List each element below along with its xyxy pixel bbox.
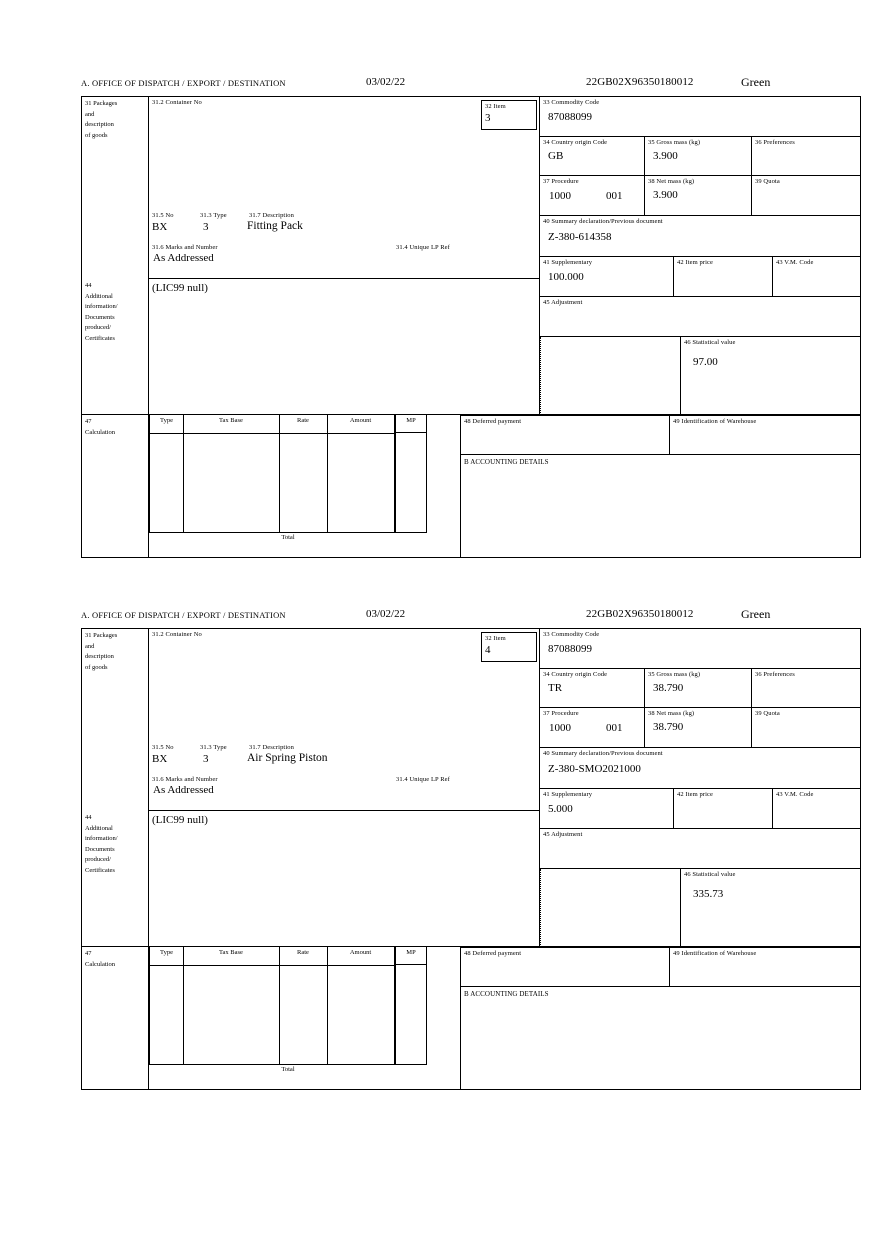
box-b-value-2 (461, 999, 860, 1000)
box-47-body-rate (279, 431, 328, 532)
box-49-value (670, 426, 860, 428)
box-31-2-container-label-2: 31.2 Container No (152, 631, 202, 638)
box-41-value: 100.000 (548, 271, 584, 283)
box-44-value-cell-2 (149, 811, 540, 947)
box-48-label-2: 48 Deferred payment (464, 950, 522, 957)
box-47-calculation-table-2 (149, 947, 395, 1065)
box-47-label: 47 Calculation (85, 418, 115, 436)
box-48-deferred-payment (460, 415, 670, 455)
box-b-label: B ACCOUNTING DETAILS (464, 458, 549, 466)
box-37-procedure (540, 176, 645, 216)
box-44-value-cell (149, 279, 540, 415)
box-40-label: 40 Summary declaration/Previous document (543, 218, 663, 225)
box-36-value (752, 147, 860, 150)
box-31-5-no-value-2: BX (152, 753, 168, 765)
box-31-3-type-label-2: 31.3 Type (200, 744, 227, 751)
box-46-statistical-value-2 (680, 869, 860, 947)
box-38-value-2: 38.790 (653, 721, 684, 733)
header-date-2: 03/02/22 (366, 608, 406, 620)
box-34-country-origin-code (540, 137, 645, 176)
box-31-5-no-value: BX (152, 221, 168, 233)
box-b-accounting-details (460, 455, 860, 557)
header-lane: Green (741, 75, 771, 89)
header-mrn-2: 22GB02X96350180012 (586, 608, 694, 620)
box-40-summary-declaration (540, 216, 860, 257)
box-31-4-unique-lp-label-2: 31.4 Unique LP Ref (396, 776, 450, 783)
form-header-2 (81, 607, 861, 628)
box-43-vm-code (773, 257, 860, 297)
box-44-label-cell-2 (82, 811, 149, 947)
box-43-value (773, 267, 860, 271)
box-38-net-mass (645, 176, 752, 216)
box-39-label: 39 Quota (755, 178, 780, 185)
box-31-2-container-label: 31.2 Container No (152, 99, 202, 106)
box-46-left-blank-2 (540, 869, 680, 947)
box-47-total-row-2 (149, 1065, 427, 1081)
box-48-value (461, 426, 669, 428)
box-b-value (461, 467, 860, 468)
box-45-adjustment-2 (540, 829, 860, 869)
box-32-label-2: 32 Item (485, 635, 506, 642)
box-31-5-no-label: 31.5 No (152, 212, 174, 219)
header-date: 03/02/22 (366, 76, 406, 88)
box-47-col-amount: Amount (327, 415, 395, 434)
box-47-col-mp-header-2: MP (396, 947, 426, 965)
box-37-value-1: 1000 (549, 190, 571, 202)
box-33-label: 33 Commodity Code (543, 99, 600, 106)
box-35-value-2: 38.790 (653, 682, 684, 694)
box-35-label: 35 Gross mass (kg) (648, 139, 701, 146)
box-45-value (540, 307, 860, 311)
box-37-label-2: 37 Procedure (543, 710, 579, 717)
box-42-label-2: 42 Item price (677, 791, 713, 798)
box-47-col-mp (395, 415, 427, 533)
box-44-label-cell (82, 279, 149, 415)
box-42-value (674, 267, 772, 271)
office-of-dispatch-label-2: A. OFFICE OF DISPATCH / EXPORT / DESTINATION (81, 610, 286, 620)
box-47-label-cell-2 (82, 947, 149, 1089)
box-31-label-2: 31 Packages and description of goods (85, 632, 118, 671)
box-41-supplementary-2 (540, 789, 674, 829)
form-header-1 (81, 75, 861, 96)
box-47-col-tax-base: Tax Base (183, 415, 280, 434)
box-38-net-mass-2 (645, 708, 752, 748)
box-41-label-2: 41 Supplementary (543, 791, 593, 798)
box-43-vm-code-2 (773, 789, 860, 829)
box-41-label: 41 Supplementary (543, 259, 593, 266)
box-43-label: 43 V.M. Code (776, 259, 814, 266)
box-47-label-2: 47 Calculation (85, 950, 115, 968)
box-47-body-type (150, 431, 184, 532)
box-33-commodity-code-2 (540, 629, 860, 669)
box-47-col-type-2: Type (150, 947, 184, 966)
box-35-gross-mass (645, 137, 752, 176)
box-36-preferences-2 (752, 669, 860, 708)
box-47-body-type-2 (150, 963, 184, 1064)
box-40-value: Z-380-614358 (548, 231, 612, 243)
box-41-value-2: 5.000 (548, 803, 573, 815)
box-49-value-2 (670, 958, 860, 960)
box-44-label-2: 44 Additional information/ Documents produced/ Certificates (85, 814, 118, 874)
box-31-3-type-label: 31.3 Type (200, 212, 227, 219)
box-49-label: 49 Identification of Warehouse (673, 418, 757, 425)
box-31-4-unique-lp-value (393, 251, 401, 252)
box-47-col-amount-2: Amount (327, 947, 395, 966)
box-31-2-container-value (149, 109, 157, 110)
box-47-col-tax-base-2: Tax Base (183, 947, 280, 966)
customs-declaration-form-2 (81, 607, 861, 1090)
box-31-6-marks-label: 31.6 Marks and Number (152, 244, 218, 251)
box-33-label-2: 33 Commodity Code (543, 631, 600, 638)
box-32-label: 32 Item (485, 103, 506, 110)
box-45-label: 45 Adjustment (543, 299, 583, 306)
box-39-value-2 (752, 718, 860, 721)
box-46-left-blank (540, 337, 680, 415)
box-31-7-description-value-2: Air Spring Piston (247, 752, 328, 764)
box-39-label-2: 39 Quota (755, 710, 780, 717)
box-36-preferences (752, 137, 860, 176)
box-49-identification-of-warehouse (670, 415, 860, 455)
box-47-body-amount (327, 431, 395, 532)
box-47-total-label-2: Total (281, 1066, 295, 1073)
customs-declaration-form-1 (81, 75, 861, 558)
box-35-label-2: 35 Gross mass (kg) (648, 671, 701, 678)
box-34-value: GB (548, 150, 564, 162)
form-grid-1 (81, 96, 861, 558)
box-34-value-2: TR (548, 682, 563, 694)
box-47-body-rate-2 (279, 963, 328, 1064)
box-47-col-type: Type (150, 415, 184, 434)
box-32-value: 3 (485, 112, 491, 124)
box-36-label: 36 Preferences (755, 139, 795, 146)
form-grid-2 (81, 628, 861, 1090)
box-47-col-mp-2 (395, 947, 427, 1065)
box-36-value-2 (752, 679, 860, 682)
box-43-value-2 (773, 799, 860, 803)
box-37-procedure-2 (540, 708, 645, 748)
box-31-2-container-value-2 (149, 641, 157, 642)
box-42-item-price (674, 257, 773, 297)
box-47-label-cell (82, 415, 149, 557)
box-33-commodity-code (540, 97, 860, 137)
box-31-7-description-label: 31.7 Description (249, 212, 294, 219)
box-33-value-2: 87088099 (548, 643, 592, 655)
box-32-item-2 (481, 632, 537, 662)
box-37-value-2-2: 001 (606, 722, 623, 734)
box-49-label-2: 49 Identification of Warehouse (673, 950, 757, 957)
box-31-label-cell-2 (82, 629, 149, 811)
box-46-statistical-value (680, 337, 860, 415)
header-mrn: 22GB02X96350180012 (586, 76, 694, 88)
box-42-item-price-2 (674, 789, 773, 829)
box-39-value (752, 186, 860, 189)
box-31-3-type-value: 3 (203, 221, 209, 233)
header-lane-2: Green (741, 607, 771, 621)
box-38-label-2: 38 Net mass (kg) (648, 710, 695, 717)
box-31-6-marks-label-2: 31.6 Marks and Number (152, 776, 218, 783)
box-36-label-2: 36 Preferences (755, 671, 795, 678)
box-47-body-tax-base-2 (183, 963, 280, 1064)
box-47-body-tax-base (183, 431, 280, 532)
box-b-label-2: B ACCOUNTING DETAILS (464, 990, 549, 998)
box-45-value-2 (540, 839, 860, 843)
box-39-quota-2 (752, 708, 860, 748)
box-48-deferred-payment-2 (460, 947, 670, 987)
box-40-value-2: Z-380-SMO2021000 (548, 763, 641, 775)
box-49-identification-of-warehouse-2 (670, 947, 860, 987)
box-46-label-2: 46 Statistical value (684, 871, 736, 878)
box-45-adjustment (540, 297, 860, 337)
box-43-label-2: 43 V.M. Code (776, 791, 814, 798)
box-44-value-2: (LIC99 null) (152, 814, 208, 826)
box-47-col-rate-2: Rate (279, 947, 328, 966)
box-31-label-cell (82, 97, 149, 279)
box-37-value-2: 001 (606, 190, 623, 202)
box-40-summary-declaration-2 (540, 748, 860, 789)
box-42-value-2 (674, 799, 772, 803)
box-47-total-label: Total (281, 534, 295, 541)
box-39-quota (752, 176, 860, 216)
box-35-value: 3.900 (653, 150, 678, 162)
box-37-label: 37 Procedure (543, 178, 579, 185)
box-37-value-1-2: 1000 (549, 722, 571, 734)
box-31-6-marks-value-2: As Addressed (153, 784, 214, 796)
office-of-dispatch-label: A. OFFICE OF DISPATCH / EXPORT / DESTINATION (81, 78, 286, 88)
box-31-6-marks-value: As Addressed (153, 252, 214, 264)
box-44-value: (LIC99 null) (152, 282, 208, 294)
box-33-value: 87088099 (548, 111, 592, 123)
box-47-calculation-table (149, 415, 395, 533)
box-31-label: 31 Packages and description of goods (85, 100, 118, 139)
box-31-7-description-value: Fitting Pack (247, 220, 303, 232)
box-41-supplementary (540, 257, 674, 297)
box-34-country-origin-code-2 (540, 669, 645, 708)
box-32-value-2: 4 (485, 644, 491, 656)
box-34-label-2: 34 Country origin Code (543, 671, 608, 678)
box-32-item (481, 100, 537, 130)
box-38-label: 38 Net mass (kg) (648, 178, 695, 185)
box-47-col-rate: Rate (279, 415, 328, 434)
box-48-value-2 (461, 958, 669, 960)
box-45-label-2: 45 Adjustment (543, 831, 583, 838)
box-38-value: 3.900 (653, 189, 678, 201)
box-31-4-unique-lp-label: 31.4 Unique LP Ref (396, 244, 450, 251)
box-44-label: 44 Additional information/ Documents produced/ Certificates (85, 282, 118, 342)
box-48-label: 48 Deferred payment (464, 418, 522, 425)
box-34-label: 34 Country origin Code (543, 139, 608, 146)
box-47-col-mp-header: MP (396, 415, 426, 433)
box-46-value: 97.00 (693, 356, 718, 368)
box-35-gross-mass-2 (645, 669, 752, 708)
box-31-4-unique-lp-value-2 (393, 783, 401, 784)
box-40-label-2: 40 Summary declaration/Previous document (543, 750, 663, 757)
box-47-body-amount-2 (327, 963, 395, 1064)
box-31-7-description-label-2: 31.7 Description (249, 744, 294, 751)
box-b-accounting-details-2 (460, 987, 860, 1089)
box-46-label: 46 Statistical value (684, 339, 736, 346)
box-31-3-type-value-2: 3 (203, 753, 209, 765)
box-46-value-2: 335.73 (693, 888, 724, 900)
box-42-label: 42 Item price (677, 259, 713, 266)
box-47-total-row (149, 533, 427, 549)
box-31-5-no-label-2: 31.5 No (152, 744, 174, 751)
